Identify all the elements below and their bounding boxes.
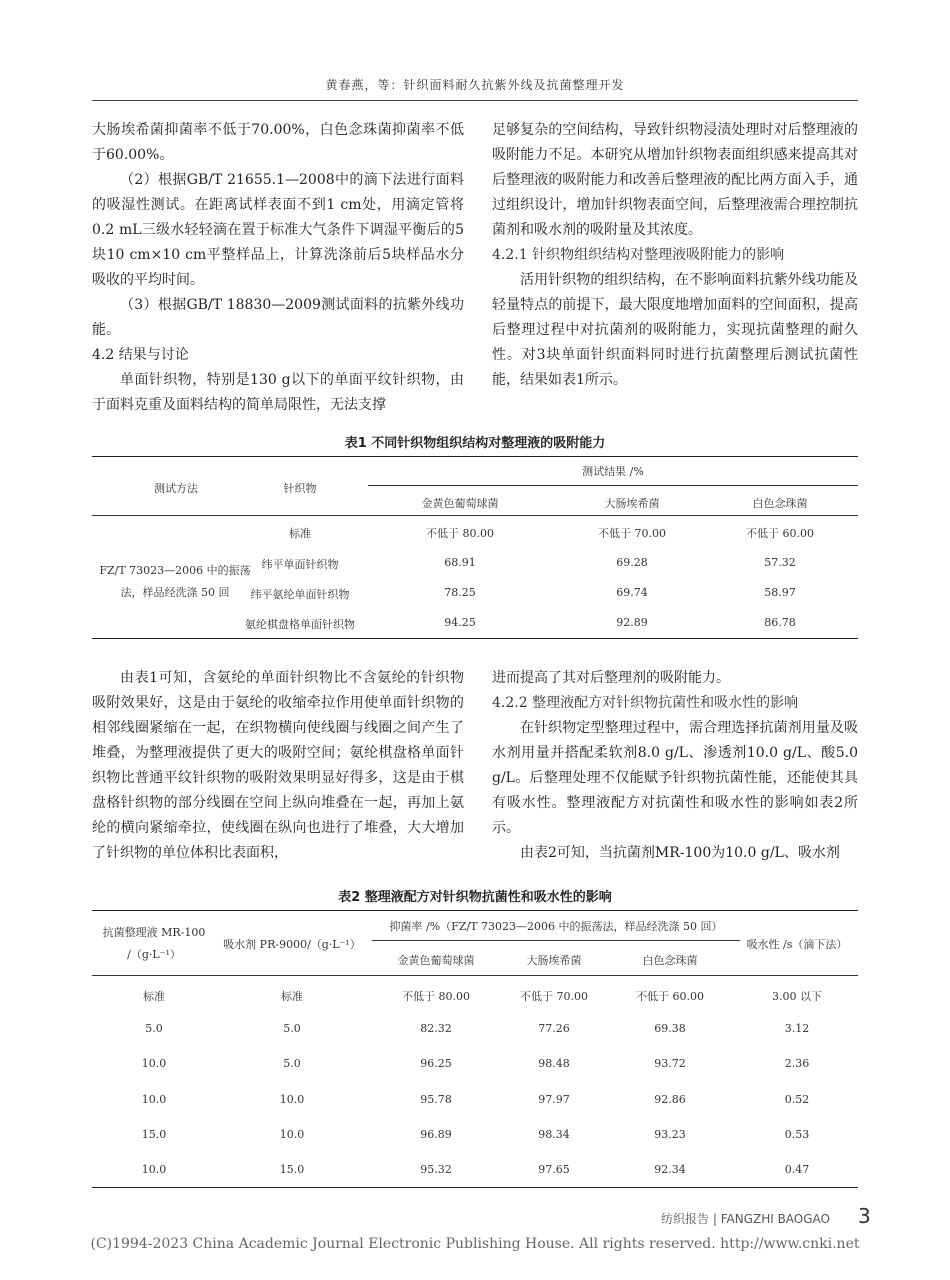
table1-cell: 不低于 60.00 [746,527,814,540]
paragraph: 单面针织物，特别是130 g以下的单面平纹针织物，由于面料克重及面料结构的简单局限性，无法支撑 [92,372,464,413]
table2-cell: 15.0 [279,1163,305,1176]
table1-header-fabric: 针织物 [283,482,317,495]
table2-cell: 98.34 [538,1128,570,1141]
table2-cell: 2.36 [784,1057,810,1070]
table2-cell: 5.0 [145,1022,163,1035]
section-heading: 4.2 结果与讨论 [92,347,189,363]
table1-cell: 58.97 [764,586,796,599]
table1-header-method: 测试方法 [154,482,198,495]
table2-cell: 3.12 [784,1022,810,1035]
right-column-top [492,118,858,393]
table1-header-rule [92,515,858,516]
table2-cell: 95.32 [420,1163,452,1176]
right-column-mid [492,666,858,866]
header-rule [92,100,858,101]
table2-cell: 96.25 [420,1057,452,1070]
table2-cell: 92.86 [654,1093,686,1106]
table2-cell: 标准 [281,990,303,1003]
table2-cell: 93.23 [654,1128,686,1141]
table1-method-cell: FZ/T 73023—2006 中的振荡法，样品经洗涤 50 回 [99,564,251,599]
paragraph: 进而提高了其对后整理剂的吸附能力。 [492,670,730,686]
table2-cell: 96.89 [420,1128,452,1141]
table2-subheader: 白色念珠菌 [642,954,698,967]
running-header: 黄春燕，等：针织面料耐久抗紫外线及抗菌整理开发 [325,78,625,92]
table2-header-rule [92,975,858,976]
paragraph: 由表2可知，当抗菌剂MR-100为10.0 g/L、吸水剂 [520,845,840,861]
table2-header-agent-unit: /（g·L⁻¹） [127,948,181,961]
table1-bottom-rule [92,638,858,639]
table1-cell: 68.91 [444,556,476,569]
table1-caption: 表1 不同针织物组织结构对整理液的吸附能力 [344,436,606,451]
paragraph: 由表1可知，含氨纶的单面针织物比不含氨纶的针织物吸附效果好，这是由于氨纶的收缩牵拉作用使单面针织物的相邻线圈紧缩在一起，在织物横向使线圈与线圈之间产生了堆叠，为整理液提供了更大的吸附空间；氨纶棋盘格单面针织物比普通平纹针织物的吸附效果明显好得多，这是由于棋盘格针织物的部分线圈在空间上纵向堆叠在一起，再加上氨纶的横向紧缩牵拉，使线圈在纵向也进行了堆叠，大大增加了针织物的单位体积比表面积， [92,670,464,861]
copyright-notice: (C)1994-2023 China Academic Journal Electronic Publishing House. All rights reserved. http://www.cnki.net [90,1236,860,1252]
table1-header-result: 测试结果 /% [582,465,644,478]
table1-cell: 不低于 70.00 [598,527,666,540]
table1-cell: 86.78 [764,616,796,629]
table1-cell: 69.28 [616,556,648,569]
table2-cell: 10.0 [279,1128,305,1141]
table2-cell: 5.0 [283,1022,301,1035]
table2-cell: 10.0 [141,1057,167,1070]
table2-cell: 不低于 70.00 [520,990,588,1003]
table2-cell: 15.0 [141,1128,167,1141]
table2-cell: 92.34 [654,1163,686,1176]
table2-cell: 不低于 80.00 [402,990,470,1003]
table2-group-rule [372,940,740,941]
table2-cell: 3.00 以下 [772,990,822,1003]
table2-cell: 97.65 [538,1163,570,1176]
table2-cell: 98.48 [538,1057,570,1070]
page-number: 3 [858,1204,871,1228]
table2-header-agent: 抗菌整理液 MR-100 [102,926,206,939]
table1-cell: 纬平氨纶单面针织物 [250,588,350,601]
table2-header-water: 吸水性 /s（滴下法） [746,938,848,951]
table2-cell: 0.47 [784,1163,810,1176]
paragraph: （3）根据GB/T 18830—2009测试面料的抗紫外线功能。 [92,297,464,338]
table2-cell: 77.26 [538,1022,570,1035]
table2-header-absorbent: 吸水剂 PR-9000/（g·L⁻¹） [223,938,361,951]
subsection-heading: 4.2.1 针织物组织结构对整理液吸附能力的影响 [492,247,785,263]
table1-subheader: 白色念珠菌 [752,497,808,510]
left-column-top [92,118,464,418]
table2-cell: 标准 [143,990,165,1003]
table2-top-rule [92,910,858,911]
table2-cell: 0.52 [784,1093,810,1106]
table2-cell: 5.0 [283,1057,301,1070]
table2-caption: 表2 整理液配方对针织物抗菌性和吸水性的影响 [338,890,612,905]
table1-cell: 不低于 80.00 [426,527,494,540]
table2-cell: 10.0 [279,1093,305,1106]
table1-cell: 92.89 [616,616,648,629]
table1-group-rule [368,485,858,486]
table1-cell: 78.25 [444,586,476,599]
table2-cell: 95.78 [420,1093,452,1106]
table1-subheader: 金黄色葡萄球菌 [421,497,499,510]
table1-cell: 94.25 [444,616,476,629]
table2-cell: 97.97 [538,1093,570,1106]
paragraph: 在针织物定型整理过程中，需合理选择抗菌剂用量及吸水剂用量并搭配柔软剂8.0 g/L、渗透剂10.0 g/L、酸5.0 g/L。后整理处理不仅能赋予针织物抗菌性能，还能使其具有吸水性。整理液配方对抗菌性和吸水性的影响如表2所示。 [492,720,858,836]
table1-cell: 氨纶棋盘格单面针织物 [245,618,355,631]
table2-subheader: 大肠埃希菌 [526,954,582,967]
table1-cell: 57.32 [764,556,796,569]
subsection-heading: 4.2.2 整理液配方对针织物抗菌性和吸水性的影响 [492,695,799,711]
paragraph: （2）根据GB/T 21655.1—2008中的滴下法进行面料的吸湿性测试。在距离试样表面不到1 cm处，用滴定管将0.2 mL三级水轻轻滴在置于标准大气条件下调湿平衡后的5块10 cm×10 cm平整样品上，计算洗涤前后5块样品水分吸收的平均时间。 [92,172,464,288]
paragraph: 活用针织物的组织结构，在不影响面料抗紫外线功能及轻量特点的前提下，最大限度地增加面料的空间面积，提高后整理过程中对抗菌剂的吸附能力，实现抗菌整理的耐久性。对3块单面针织面料同时进行抗菌整理后测试抗菌性能，结果如表1所示。 [492,272,858,388]
table1-subheader: 大肠埃希菌 [604,497,660,510]
table2-cell: 10.0 [141,1163,167,1176]
table2-cell: 93.72 [654,1057,686,1070]
table2-cell: 82.32 [420,1022,452,1035]
table2-cell: 不低于 60.00 [636,990,704,1003]
table1-cell: 纬平单面针织物 [261,558,339,571]
table1-top-rule [92,456,858,457]
table2-header-inhibition: 抑菌率 /%（FZ/T 73023—2006 中的振荡法，样品经洗涤 50 回） [389,920,723,933]
table1-cell: 69.74 [616,586,648,599]
paragraph: 大肠埃希菌抑菌率不低于70.00%，白色念珠菌抑菌率不低于60.00%。 [92,122,464,163]
left-column-mid [92,666,464,866]
paragraph: 足够复杂的空间结构，导致针织物浸渍处理时对后整理液的吸附能力不足。本研究从增加针织物表面组织感来提高其对后整理液的吸附能力和改善后整理液的配比两方面入手，通过组织设计，增加针织物表面空间，后整理液需合理控制抗菌剂和吸水剂的吸附量及其浓度。 [492,122,858,238]
table2-cell: 10.0 [141,1093,167,1106]
table2-subheader: 金黄色葡萄球菌 [397,954,475,967]
table2-bottom-rule [92,1187,858,1188]
table2-cell: 69.38 [654,1022,686,1035]
table2-cell: 0.53 [784,1128,810,1141]
table1-cell: 标准 [289,527,311,540]
journal-name: 纺织报告 | FANGZHI BAOGAO [661,1212,830,1226]
